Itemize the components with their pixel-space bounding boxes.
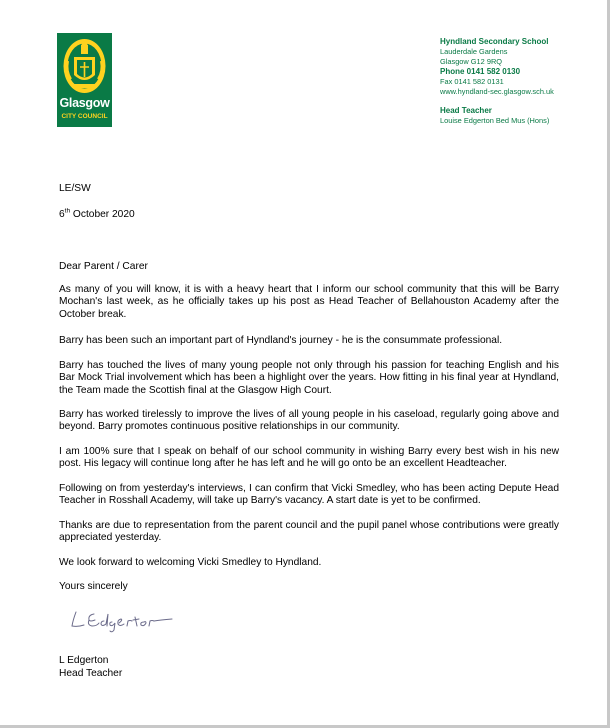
school-phone: Phone 0141 582 0130 (440, 67, 521, 76)
letter-date: 6th October 2020 (59, 207, 135, 220)
paragraph-2: Barry has been such an important part of Hyndland's journey - he is the consummate professional. (59, 335, 503, 346)
glasgow-city-council-logo (57, 33, 112, 127)
school-website[interactable]: www.hyndland-sec.glasgow.sch.uk (440, 87, 554, 96)
logo-wordmark: Glasgow (59, 96, 110, 110)
paragraph-4: Barry has worked tirelessly to improve the lives of all young people in his caseload, regularly going above and beyond. Barry promotes continuous positive relationships in our community. (59, 409, 559, 433)
closing: Yours sincerely (59, 581, 128, 592)
head-teacher-label: Head Teacher (440, 106, 492, 115)
paragraph-1: As many of you will know, it is with a heavy heart that I inform our school community that this will be Barry Mochan's last week, as he officially takes up his post as Head Teacher of Bellahouston Academy after the October break. (59, 284, 559, 320)
paragraph-8: We look forward to welcoming Vicki Smedley to Hyndland. (59, 557, 322, 568)
school-name: Hyndland Secondary School (440, 37, 549, 46)
paragraph-5: I am 100% sure that I speak on behalf of our school community in wishing Barry every best wish in his new post. His legacy will continue long after he has left and he will go onto be an excellent Headteacher. (59, 446, 559, 470)
school-contact-block (440, 37, 554, 126)
signature-icon (68, 606, 188, 634)
school-address-line-2: Glasgow G12 9RQ (440, 57, 503, 66)
salutation: Dear Parent / Carer (59, 261, 148, 272)
handwritten-signature (68, 606, 188, 634)
school-address-line-1: Lauderdale Gardens (440, 47, 508, 56)
school-fax: Fax 0141 582 0131 (440, 77, 504, 86)
paragraph-3: Barry has touched the lives of many young people not only through his passion for teaching English and his Bar Mock Trial involvement which has been a highlight over the years. How fitting in his final year at Hyndland, the Team made the Scottish final at the Glasgow High Court. (59, 360, 559, 396)
coat-of-arms-icon (62, 37, 107, 95)
paragraph-6: Following on from yesterday's interviews, I can confirm that Vicki Smedley, who has been acting Depute Head Teacher in Rosshall Academy, will take up Barry's vacancy. A start date is yet to be confirmed. (59, 483, 559, 507)
head-teacher-name: Louise Edgerton Bed Mus (Hons) (440, 116, 550, 125)
letter-reference: LE/SW (59, 183, 91, 194)
logo-subtitle: CITY COUNCIL (61, 113, 108, 120)
paragraph-7: Thanks are due to representation from the parent council and the pupil panel whose contributions were greatly appreciated yesterday. (59, 520, 559, 544)
signer-title: Head Teacher (59, 668, 123, 679)
signer-name: L Edgerton (59, 655, 109, 666)
